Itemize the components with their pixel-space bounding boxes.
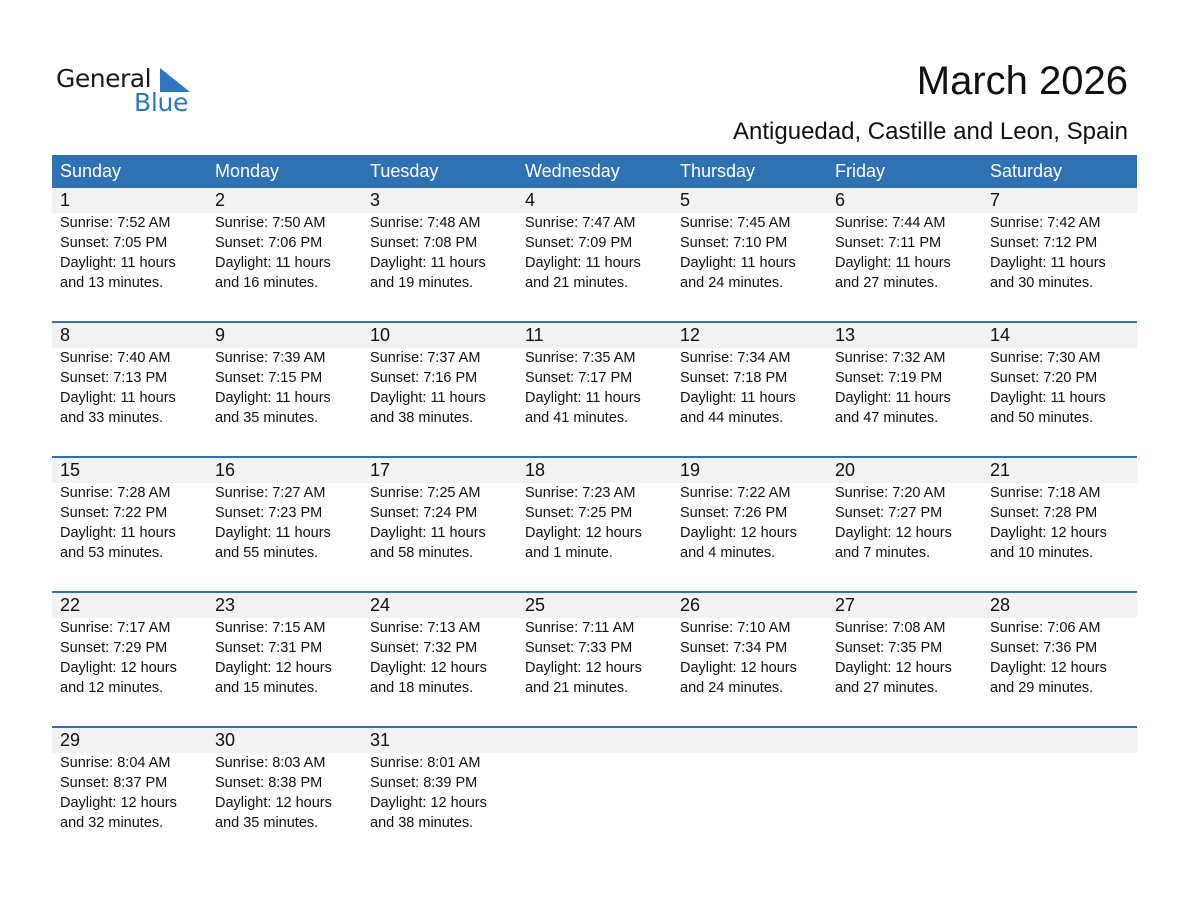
sunset-text: Sunset: 7:36 PM xyxy=(990,640,1098,656)
week-grid xyxy=(52,323,1137,458)
sunrise-text: Sunrise: 8:04 AM xyxy=(60,755,171,771)
day-number: 12 xyxy=(680,325,701,345)
sunset-text: Sunset: 7:15 PM xyxy=(215,370,323,386)
daylight-minutes-text: and 19 minutes. xyxy=(370,275,474,291)
sunset-text: Sunset: 7:18 PM xyxy=(680,370,788,386)
sunrise-text: Sunrise: 7:08 AM xyxy=(835,620,946,636)
day-cell xyxy=(52,188,207,323)
daylight-minutes-text: and 1 minute. xyxy=(525,545,613,561)
daylight-text: Daylight: 11 hours xyxy=(60,390,176,406)
daylight-minutes-text: and 7 minutes. xyxy=(835,545,931,561)
day-number: 28 xyxy=(990,595,1011,615)
sunrise-text: Sunrise: 7:30 AM xyxy=(990,350,1101,366)
day-cell xyxy=(207,593,362,728)
weekday-header-tuesday: Tuesday xyxy=(370,161,439,181)
sunrise-text: Sunrise: 7:23 AM xyxy=(525,485,636,501)
daylight-minutes-text: and 10 minutes. xyxy=(990,545,1094,561)
sunrise-text: Sunrise: 7:47 AM xyxy=(525,215,636,231)
weeks-container xyxy=(52,188,1137,861)
sunset-text: Sunset: 7:32 PM xyxy=(370,640,478,656)
sunset-text: Sunset: 7:12 PM xyxy=(990,235,1098,251)
sunrise-text: Sunrise: 7:44 AM xyxy=(835,215,946,231)
daylight-text: Daylight: 12 hours xyxy=(525,660,642,676)
day-cell xyxy=(827,323,982,458)
sunrise-text: Sunrise: 8:03 AM xyxy=(215,755,326,771)
sunrise-text: Sunrise: 7:18 AM xyxy=(990,485,1101,501)
sunset-text: Sunset: 7:24 PM xyxy=(370,505,478,521)
day-number: 31 xyxy=(370,730,391,750)
day-cell xyxy=(672,593,827,728)
day-number: 25 xyxy=(525,595,546,615)
week-row xyxy=(52,323,1137,456)
sunrise-text: Sunrise: 7:52 AM xyxy=(60,215,171,231)
day-cell xyxy=(827,458,982,593)
daylight-text: Daylight: 11 hours xyxy=(215,390,331,406)
sunset-text: Sunset: 7:27 PM xyxy=(835,505,943,521)
day-number: 10 xyxy=(370,325,391,345)
daylight-text: Daylight: 12 hours xyxy=(370,660,487,676)
logo-text-general: General xyxy=(56,64,152,93)
sunrise-text: Sunrise: 7:15 AM xyxy=(215,620,326,636)
daylight-minutes-text: and 38 minutes. xyxy=(370,410,474,426)
sunset-text: Sunset: 7:28 PM xyxy=(990,505,1098,521)
sunset-text: Sunset: 7:08 PM xyxy=(370,235,478,251)
calendar-grid xyxy=(52,155,1137,861)
day-cell xyxy=(362,458,517,593)
sunrise-text: Sunrise: 7:13 AM xyxy=(370,620,481,636)
sunset-text: Sunset: 7:25 PM xyxy=(525,505,633,521)
day-number: 1 xyxy=(60,190,71,210)
daylight-minutes-text: and 24 minutes. xyxy=(680,275,784,291)
sunrise-text: Sunrise: 7:45 AM xyxy=(680,215,791,231)
day-cell xyxy=(52,458,207,593)
daylight-text: Daylight: 11 hours xyxy=(835,255,951,271)
sunrise-text: Sunrise: 7:50 AM xyxy=(215,215,326,231)
day-cell xyxy=(982,323,1137,458)
daylight-minutes-text: and 41 minutes. xyxy=(525,410,629,426)
weekday-header-wednesday: Wednesday xyxy=(525,161,620,181)
sunset-text: Sunset: 7:16 PM xyxy=(370,370,478,386)
day-number: 11 xyxy=(525,325,544,345)
day-cell xyxy=(982,593,1137,728)
sunrise-text: Sunrise: 7:39 AM xyxy=(215,350,326,366)
daylight-minutes-text: and 21 minutes. xyxy=(525,275,629,291)
sunrise-text: Sunrise: 7:40 AM xyxy=(60,350,171,366)
sunset-text: Sunset: 8:38 PM xyxy=(215,775,323,791)
weekday-header-friday: Friday xyxy=(835,161,886,181)
day-cell xyxy=(517,188,672,323)
day-cell xyxy=(827,188,982,323)
day-cell xyxy=(517,323,672,458)
week-row xyxy=(52,728,1137,861)
day-number: 26 xyxy=(680,595,701,615)
week-row xyxy=(52,458,1137,591)
daylight-text: Daylight: 12 hours xyxy=(835,660,952,676)
daylight-text: Daylight: 11 hours xyxy=(370,525,486,541)
weekday-header-saturday: Saturday xyxy=(990,161,1063,181)
sunrise-text: Sunrise: 8:01 AM xyxy=(370,755,481,771)
location-subtitle: Antiguedad, Castille and Leon, Spain xyxy=(733,118,1128,145)
daylight-minutes-text: and 50 minutes. xyxy=(990,410,1094,426)
day-number: 18 xyxy=(525,460,546,480)
daylight-minutes-text: and 33 minutes. xyxy=(60,410,164,426)
day-cell xyxy=(52,728,207,863)
sunset-text: Sunset: 7:13 PM xyxy=(60,370,168,386)
day-number: 19 xyxy=(680,460,701,480)
daylight-minutes-text: and 38 minutes. xyxy=(370,815,474,831)
day-number: 4 xyxy=(525,190,536,210)
day-cell xyxy=(207,458,362,593)
day-number: 6 xyxy=(835,190,846,210)
daylight-minutes-text: and 55 minutes. xyxy=(215,545,319,561)
day-number: 21 xyxy=(990,460,1011,480)
daylight-text: Daylight: 12 hours xyxy=(60,795,177,811)
day-number: 17 xyxy=(370,460,391,480)
daylight-minutes-text: and 29 minutes. xyxy=(990,680,1094,696)
sunset-text: Sunset: 7:29 PM xyxy=(60,640,168,656)
day-number: 14 xyxy=(990,325,1011,345)
day-number: 9 xyxy=(215,325,226,345)
sunset-text: Sunset: 7:33 PM xyxy=(525,640,633,656)
day-cell xyxy=(362,188,517,323)
daylight-text: Daylight: 11 hours xyxy=(680,390,796,406)
sunset-text: Sunset: 8:39 PM xyxy=(370,775,478,791)
sunrise-text: Sunrise: 7:37 AM xyxy=(370,350,481,366)
sunset-text: Sunset: 7:26 PM xyxy=(680,505,788,521)
daylight-minutes-text: and 12 minutes. xyxy=(60,680,164,696)
day-number: 22 xyxy=(60,595,81,615)
day-cell xyxy=(362,593,517,728)
week-grid xyxy=(52,593,1137,728)
daylight-minutes-text: and 35 minutes. xyxy=(215,410,319,426)
daylight-text: Daylight: 12 hours xyxy=(215,795,332,811)
day-cell xyxy=(362,728,517,863)
sunrise-text: Sunrise: 7:17 AM xyxy=(60,620,171,636)
daylight-minutes-text: and 53 minutes. xyxy=(60,545,164,561)
day-cell xyxy=(52,593,207,728)
daylight-minutes-text: and 30 minutes. xyxy=(990,275,1094,291)
page-title: March 2026 xyxy=(916,59,1128,103)
daylight-minutes-text: and 32 minutes. xyxy=(60,815,164,831)
day-cell xyxy=(517,593,672,728)
daylight-minutes-text: and 44 minutes. xyxy=(680,410,784,426)
sunset-text: Sunset: 7:10 PM xyxy=(680,235,788,251)
daylight-minutes-text: and 27 minutes. xyxy=(835,275,939,291)
sunrise-text: Sunrise: 7:34 AM xyxy=(680,350,791,366)
day-number: 24 xyxy=(370,595,391,615)
day-number: 2 xyxy=(215,190,226,210)
daylight-minutes-text: and 47 minutes. xyxy=(835,410,939,426)
daylight-minutes-text: and 15 minutes. xyxy=(215,680,319,696)
daylight-text: Daylight: 11 hours xyxy=(680,255,796,271)
daylight-text: Daylight: 11 hours xyxy=(370,390,486,406)
day-cell xyxy=(982,188,1137,323)
sunset-text: Sunset: 7:20 PM xyxy=(990,370,1098,386)
day-number: 7 xyxy=(990,190,1001,210)
daylight-minutes-text: and 13 minutes. xyxy=(60,275,164,291)
daylight-text: Daylight: 11 hours xyxy=(525,390,641,406)
sunrise-text: Sunrise: 7:42 AM xyxy=(990,215,1101,231)
sunrise-text: Sunrise: 7:48 AM xyxy=(370,215,481,231)
day-cell xyxy=(672,188,827,323)
daylight-text: Daylight: 11 hours xyxy=(835,390,951,406)
sunset-text: Sunset: 7:06 PM xyxy=(215,235,323,251)
sunset-text: Sunset: 7:19 PM xyxy=(835,370,943,386)
sunset-text: Sunset: 7:09 PM xyxy=(525,235,633,251)
daylight-text: Daylight: 11 hours xyxy=(990,390,1106,406)
sunset-text: Sunset: 8:37 PM xyxy=(60,775,168,791)
day-number: 3 xyxy=(370,190,381,210)
weekday-header-thursday: Thursday xyxy=(680,161,756,181)
day-number: 23 xyxy=(215,595,236,615)
daylight-minutes-text: and 4 minutes. xyxy=(680,545,776,561)
sunset-text: Sunset: 7:17 PM xyxy=(525,370,633,386)
weekday-header-monday: Monday xyxy=(215,161,280,181)
sunset-text: Sunset: 7:05 PM xyxy=(60,235,168,251)
sunrise-text: Sunrise: 7:10 AM xyxy=(680,620,791,636)
daylight-text: Daylight: 12 hours xyxy=(60,660,177,676)
sunset-text: Sunset: 7:22 PM xyxy=(60,505,168,521)
daylight-text: Daylight: 11 hours xyxy=(370,255,486,271)
day-cell xyxy=(207,188,362,323)
daylight-minutes-text: and 58 minutes. xyxy=(370,545,474,561)
sunrise-text: Sunrise: 7:35 AM xyxy=(525,350,636,366)
day-cell xyxy=(207,323,362,458)
day-number: 30 xyxy=(215,730,236,750)
day-number: 8 xyxy=(60,325,71,345)
daylight-minutes-text: and 21 minutes. xyxy=(525,680,629,696)
daylight-text: Daylight: 11 hours xyxy=(60,255,176,271)
daylight-text: Daylight: 11 hours xyxy=(215,525,331,541)
day-cell xyxy=(672,323,827,458)
generalblue-logo xyxy=(56,64,196,120)
sunset-text: Sunset: 7:11 PM xyxy=(835,235,942,251)
day-number: 29 xyxy=(60,730,81,750)
daylight-minutes-text: and 35 minutes. xyxy=(215,815,319,831)
daylight-text: Daylight: 12 hours xyxy=(525,525,642,541)
daylight-text: Daylight: 12 hours xyxy=(370,795,487,811)
daylight-text: Daylight: 12 hours xyxy=(990,660,1107,676)
weekday-header-row xyxy=(52,155,1137,188)
sunset-text: Sunset: 7:23 PM xyxy=(215,505,323,521)
day-cell xyxy=(362,323,517,458)
day-cell xyxy=(982,458,1137,593)
daylight-text: Daylight: 12 hours xyxy=(990,525,1107,541)
daylight-text: Daylight: 12 hours xyxy=(680,660,797,676)
day-cell xyxy=(207,728,362,863)
logo-text-blue: Blue xyxy=(134,88,189,117)
day-number: 16 xyxy=(215,460,236,480)
sunset-text: Sunset: 7:34 PM xyxy=(680,640,788,656)
daylight-text: Daylight: 11 hours xyxy=(215,255,331,271)
daylight-text: Daylight: 11 hours xyxy=(60,525,176,541)
day-number: 15 xyxy=(60,460,81,480)
daylight-text: Daylight: 11 hours xyxy=(990,255,1106,271)
sunrise-text: Sunrise: 7:11 AM xyxy=(525,620,635,636)
day-cell xyxy=(672,458,827,593)
daylight-text: Daylight: 12 hours xyxy=(215,660,332,676)
sunrise-text: Sunrise: 7:25 AM xyxy=(370,485,481,501)
sunset-text: Sunset: 7:35 PM xyxy=(835,640,943,656)
sunrise-text: Sunrise: 7:27 AM xyxy=(215,485,326,501)
daylight-minutes-text: and 27 minutes. xyxy=(835,680,939,696)
day-cell xyxy=(517,458,672,593)
daylight-minutes-text: and 24 minutes. xyxy=(680,680,784,696)
day-cell xyxy=(52,323,207,458)
daylight-minutes-text: and 18 minutes. xyxy=(370,680,474,696)
day-number: 5 xyxy=(680,190,691,210)
week-grid xyxy=(52,728,1137,863)
weekday-header-sunday: Sunday xyxy=(60,161,122,181)
sunset-text: Sunset: 7:31 PM xyxy=(215,640,323,656)
sunrise-text: Sunrise: 7:28 AM xyxy=(60,485,171,501)
sunrise-text: Sunrise: 7:20 AM xyxy=(835,485,946,501)
daylight-text: Daylight: 12 hours xyxy=(680,525,797,541)
sunrise-text: Sunrise: 7:32 AM xyxy=(835,350,946,366)
daylight-text: Daylight: 12 hours xyxy=(835,525,952,541)
sunrise-text: Sunrise: 7:22 AM xyxy=(680,485,791,501)
week-grid xyxy=(52,458,1137,593)
daylight-text: Daylight: 11 hours xyxy=(525,255,641,271)
week-grid xyxy=(52,188,1137,323)
day-number: 13 xyxy=(835,325,856,345)
day-cell xyxy=(827,593,982,728)
week-row xyxy=(52,188,1137,321)
week-row xyxy=(52,593,1137,726)
sunrise-text: Sunrise: 7:06 AM xyxy=(990,620,1101,636)
day-number: 27 xyxy=(835,595,856,615)
day-number: 20 xyxy=(835,460,856,480)
daylight-minutes-text: and 16 minutes. xyxy=(215,275,319,291)
